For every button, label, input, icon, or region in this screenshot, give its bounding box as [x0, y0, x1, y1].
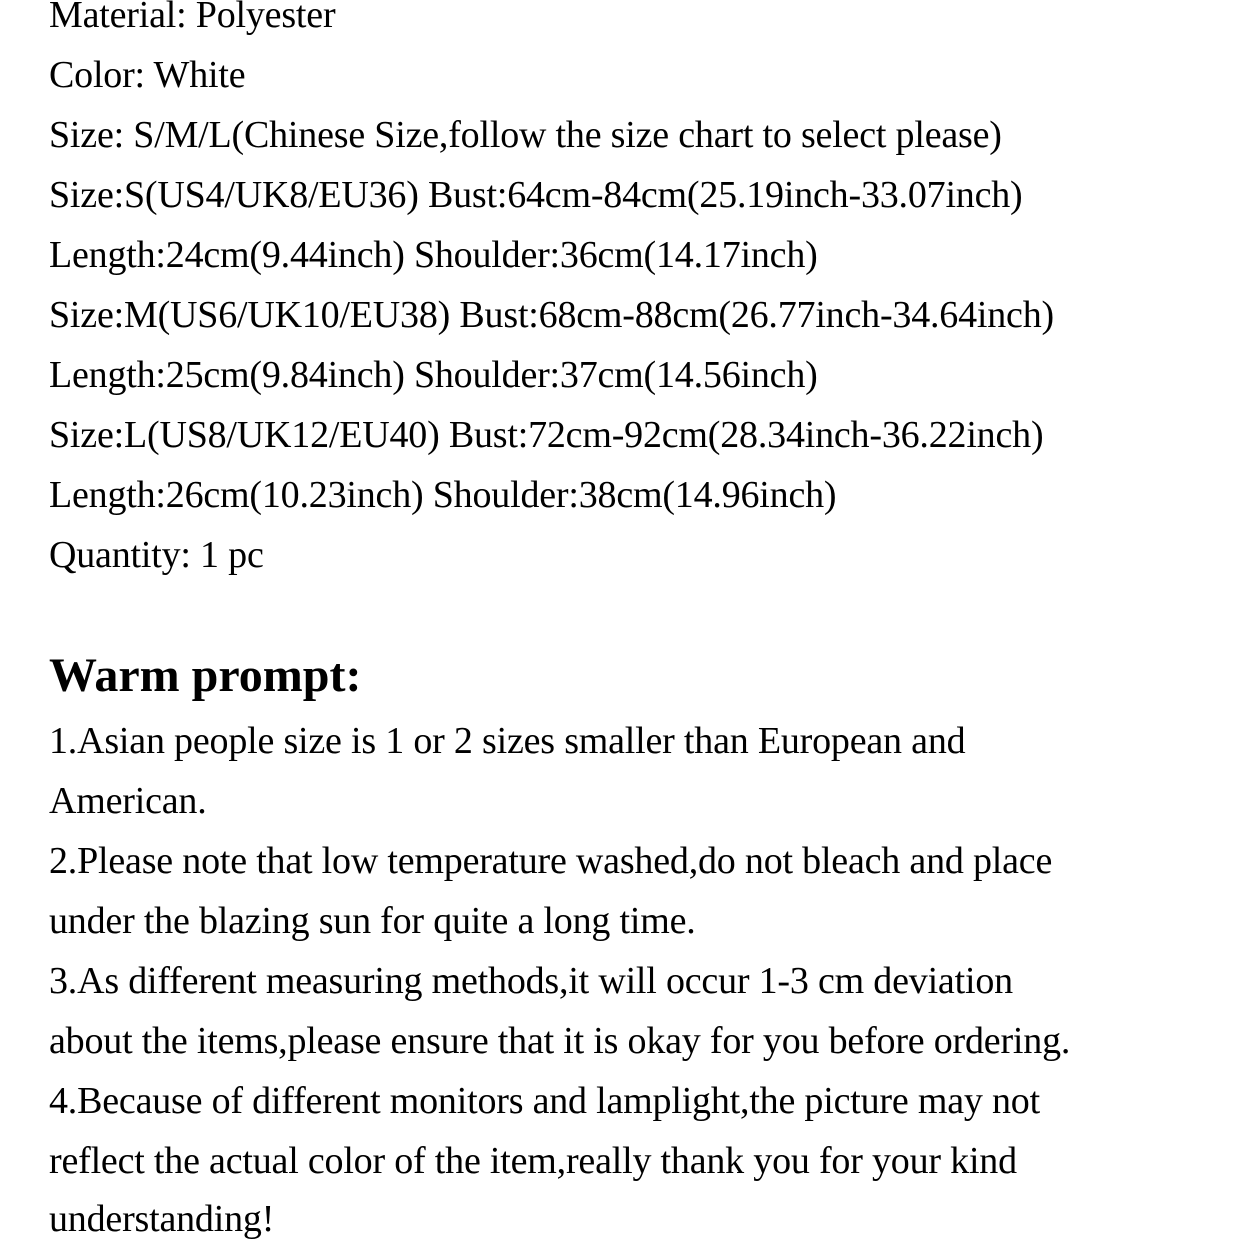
prompt-line: under the blazing sun for quite a long time. — [49, 900, 696, 942]
spec-size-l-length: Length:26cm(10.23inch) Shoulder:38cm(14.96inch) — [49, 474, 837, 516]
spec-size-options: Size: S/M/L(Chinese Size,follow the size chart to select please) — [49, 114, 1002, 156]
spec-size-m-length: Length:25cm(9.84inch) Shoulder:37cm(14.56inch) — [49, 354, 818, 396]
spec-size-m-bust: Size:M(US6/UK10/EU38) Bust:68cm-88cm(26.77inch-34.64inch) — [49, 294, 1054, 336]
spec-size-s-bust: Size:S(US4/UK8/EU36) Bust:64cm-84cm(25.19inch-33.07inch) — [49, 174, 1023, 216]
prompt-line: understanding! — [49, 1198, 275, 1240]
prompt-line: American. — [49, 780, 207, 822]
spec-material: Material: Polyester — [49, 0, 336, 36]
spec-size-s-length: Length:24cm(9.44inch) Shoulder:36cm(14.17inch) — [49, 234, 818, 276]
prompt-line: about the items,please ensure that it is okay for you before ordering. — [49, 1020, 1071, 1062]
warm-prompt-heading: Warm prompt: — [49, 649, 362, 702]
prompt-line: 4.Because of different monitors and lamplight,the picture may not — [49, 1080, 1040, 1122]
prompt-line: 3.As different measuring methods,it will occur 1-3 cm deviation — [49, 960, 1013, 1002]
spec-color: Color: White — [49, 54, 246, 96]
spec-quantity: Quantity: 1 pc — [49, 534, 264, 576]
prompt-line: reflect the actual color of the item,really thank you for your kind — [49, 1140, 1017, 1182]
spec-size-l-bust: Size:L(US8/UK12/EU40) Bust:72cm-92cm(28.34inch-36.22inch) — [49, 414, 1044, 456]
prompt-line: 2.Please note that low temperature washed,do not bleach and place — [49, 840, 1053, 882]
prompt-line: 1.Asian people size is 1 or 2 sizes smaller than European and — [49, 720, 966, 762]
